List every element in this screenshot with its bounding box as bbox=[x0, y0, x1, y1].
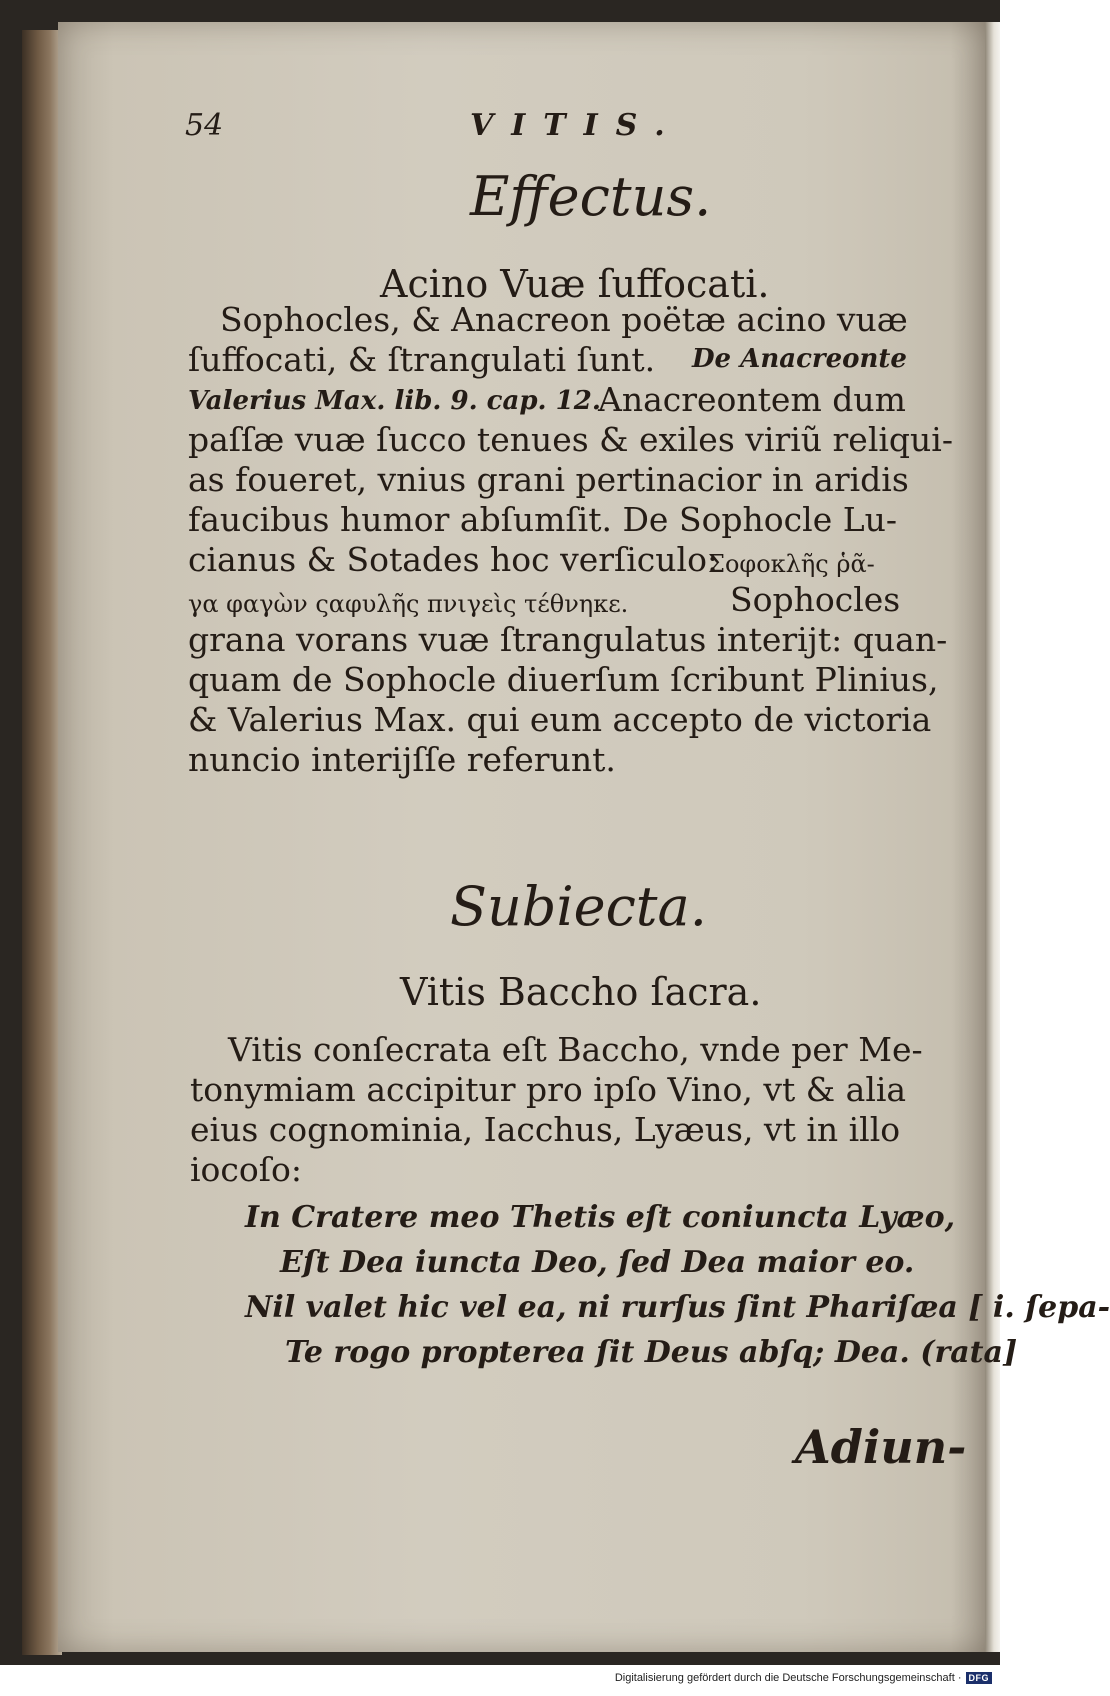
body-line: & Valerius Max. qui eum accepto de victoria bbox=[188, 700, 932, 739]
greek-text: γα φαγὼν ςαφυλῆς πνιγεὶς τέθνηκε. bbox=[188, 590, 629, 618]
greek-text: Σοφοκλῆς ῥᾶ- bbox=[708, 550, 875, 578]
margin-reference: Valerius Max. lib. 9. cap. 12. bbox=[188, 386, 601, 416]
section-title-subiecta: Subiecta. bbox=[450, 875, 707, 938]
verse-line: Te rogo propterea ſit Deus abſq; Dea. (rata] bbox=[285, 1335, 1018, 1370]
body-line: faucibus humor abſumſit. De Sophocle Lu- bbox=[188, 500, 898, 539]
footer-credit bbox=[615, 1672, 992, 1684]
body-line: quam de Sophocle diuerſum ſcribunt Plinius, bbox=[188, 660, 939, 699]
verse-line: Nil valet hic vel ea, ni rurſus ſint Phariſæa [ i. ſepa- bbox=[245, 1290, 1110, 1325]
body-line: tonymiam accipitur pro ipſo Vino, vt & alia bbox=[190, 1070, 907, 1109]
body-line: grana vorans vuæ ſtrangulatus interijt: quan- bbox=[188, 620, 948, 659]
body-line: cianus & Sotades hoc verſiculo: bbox=[188, 540, 719, 579]
body-line: Vitis conſecrata eſt Baccho, vnde per Me- bbox=[228, 1030, 923, 1069]
page-right-edge bbox=[985, 22, 1000, 1652]
footer-credit-text: Digitalisierung gefördert durch die Deutsche Forschungsgemeinschaft · bbox=[614, 1672, 962, 1684]
margin-reference: De Anacreonte bbox=[692, 344, 907, 374]
book-spine-edge bbox=[22, 30, 62, 1655]
body-line: ſuffocati, & ſtrangulati ſunt. bbox=[188, 340, 656, 379]
catchword: Adiun- bbox=[795, 1420, 967, 1474]
body-line: eius cognominia, Iacchus, Lyæus, vt in illo bbox=[190, 1110, 901, 1149]
body-line: paſſæ vuæ ſucco tenues & exiles viriũ reliqui- bbox=[188, 420, 954, 459]
verse-line: Eſt Dea iuncta Deo, ſed Dea maior eo. bbox=[280, 1245, 915, 1280]
section-title-effectus: Effectus. bbox=[470, 165, 712, 228]
section-heading-vitis: Vitis Baccho ſacra. bbox=[400, 970, 762, 1014]
body-line: Sophocles bbox=[730, 580, 901, 619]
running-head: VITIS. bbox=[470, 108, 683, 143]
body-line: iocoſo: bbox=[190, 1150, 302, 1189]
body-line: nuncio interijſſe referunt. bbox=[188, 740, 616, 779]
dfg-logo: DFG bbox=[966, 1672, 993, 1684]
body-line: as foueret, vnius grani pertinacior in aridis bbox=[188, 460, 909, 499]
body-line: Sophocles, & Anacreon poëtæ acino vuæ bbox=[220, 300, 908, 339]
page-number: 54 bbox=[185, 108, 224, 143]
body-line: Anacreontem dum bbox=[598, 380, 906, 419]
section-heading-acino: Acino Vuæ ſuffocati. bbox=[380, 262, 770, 306]
verse-line: In Cratere meo Thetis eſt coniuncta Lyæo, bbox=[245, 1200, 956, 1235]
